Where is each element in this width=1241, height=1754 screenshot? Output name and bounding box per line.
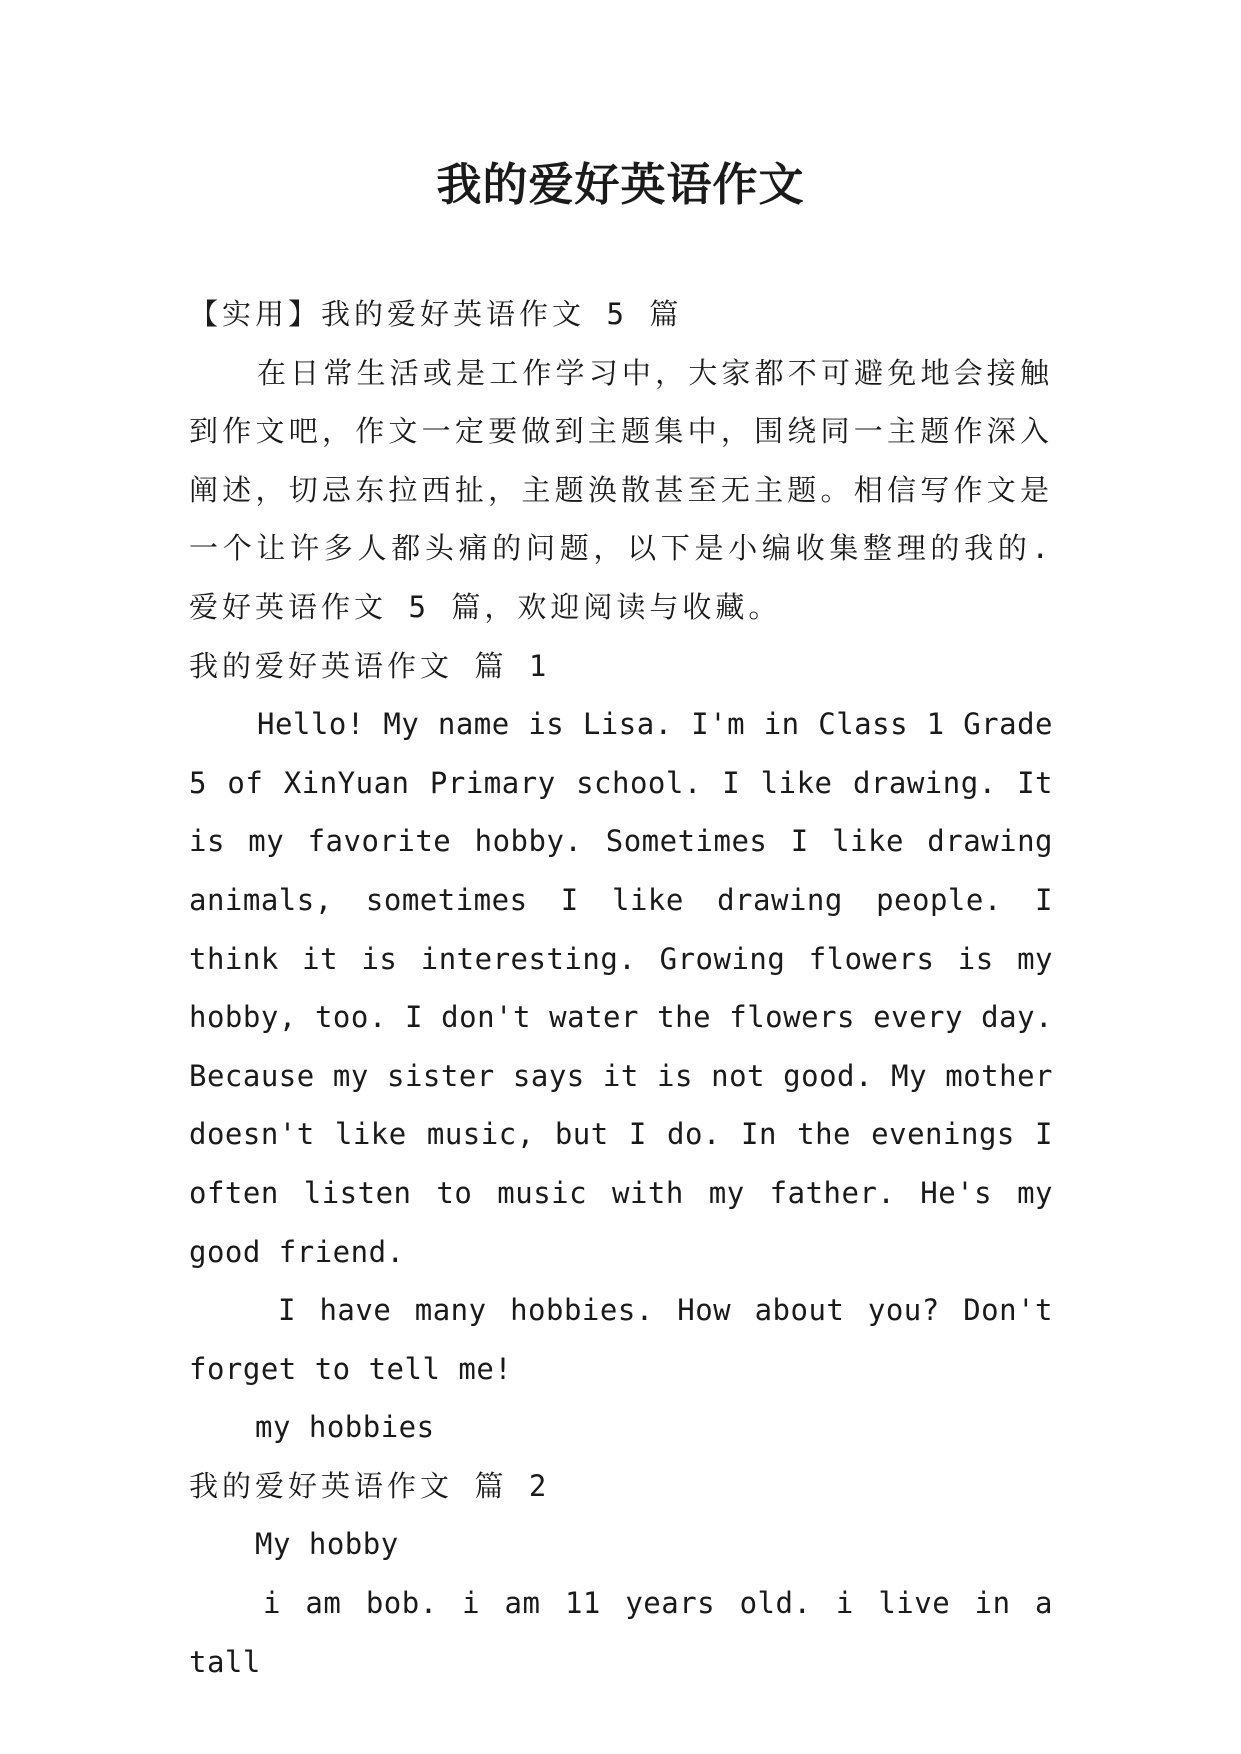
essay1-paragraph2: I have many hobbies. How about you? Don't forget to tell me! [189,1293,1053,1386]
subtitle-line: 【实用】我的爱好英语作文 5 篇 [189,297,683,331]
essay1-heading: 我的爱好英语作文 篇 1 [189,648,551,683]
intro-paragraph: 在日常生活或是工作学习中，大家都不可避免地会接触到作文吧，作文一定要做到主题集中，围绕同一主题作深入阐述，切忌东拉西扯，主题涣散甚至无主题。相信写作文是一个让许多人都头痛的问题，以下是小编收集整理的我的.爱好英语作文 5 篇，欢迎阅读与收藏。 [189,355,1053,624]
essay2-subtitle: My hobby [255,1527,399,1562]
essay1-closing: my hobbies [255,1410,435,1445]
document-title: 我的爱好英语作文 [436,158,805,211]
essay2-heading: 我的爱好英语作文 篇 2 [189,1468,551,1503]
essay1-paragraph1: Hello! My name is Lisa. I'm in Class 1 Grade 5 of XinYuan Primary school. I like drawing. It is my favorite hobby. Sometimes I like drawing animals, sometimes I like drawing people. I think it is interesting. Growing flowers is my hobby, too. I don't water the flowers every day. Because my sister says it is not good. My mother doesn't like music, but I do. In the evenings I often listen to music with my father. He's my good friend. [189,707,1053,1269]
essay2-paragraph1: i am bob. i am 11 years old. i live in a tall [189,1586,1053,1679]
document-body [189,285,1053,1691]
